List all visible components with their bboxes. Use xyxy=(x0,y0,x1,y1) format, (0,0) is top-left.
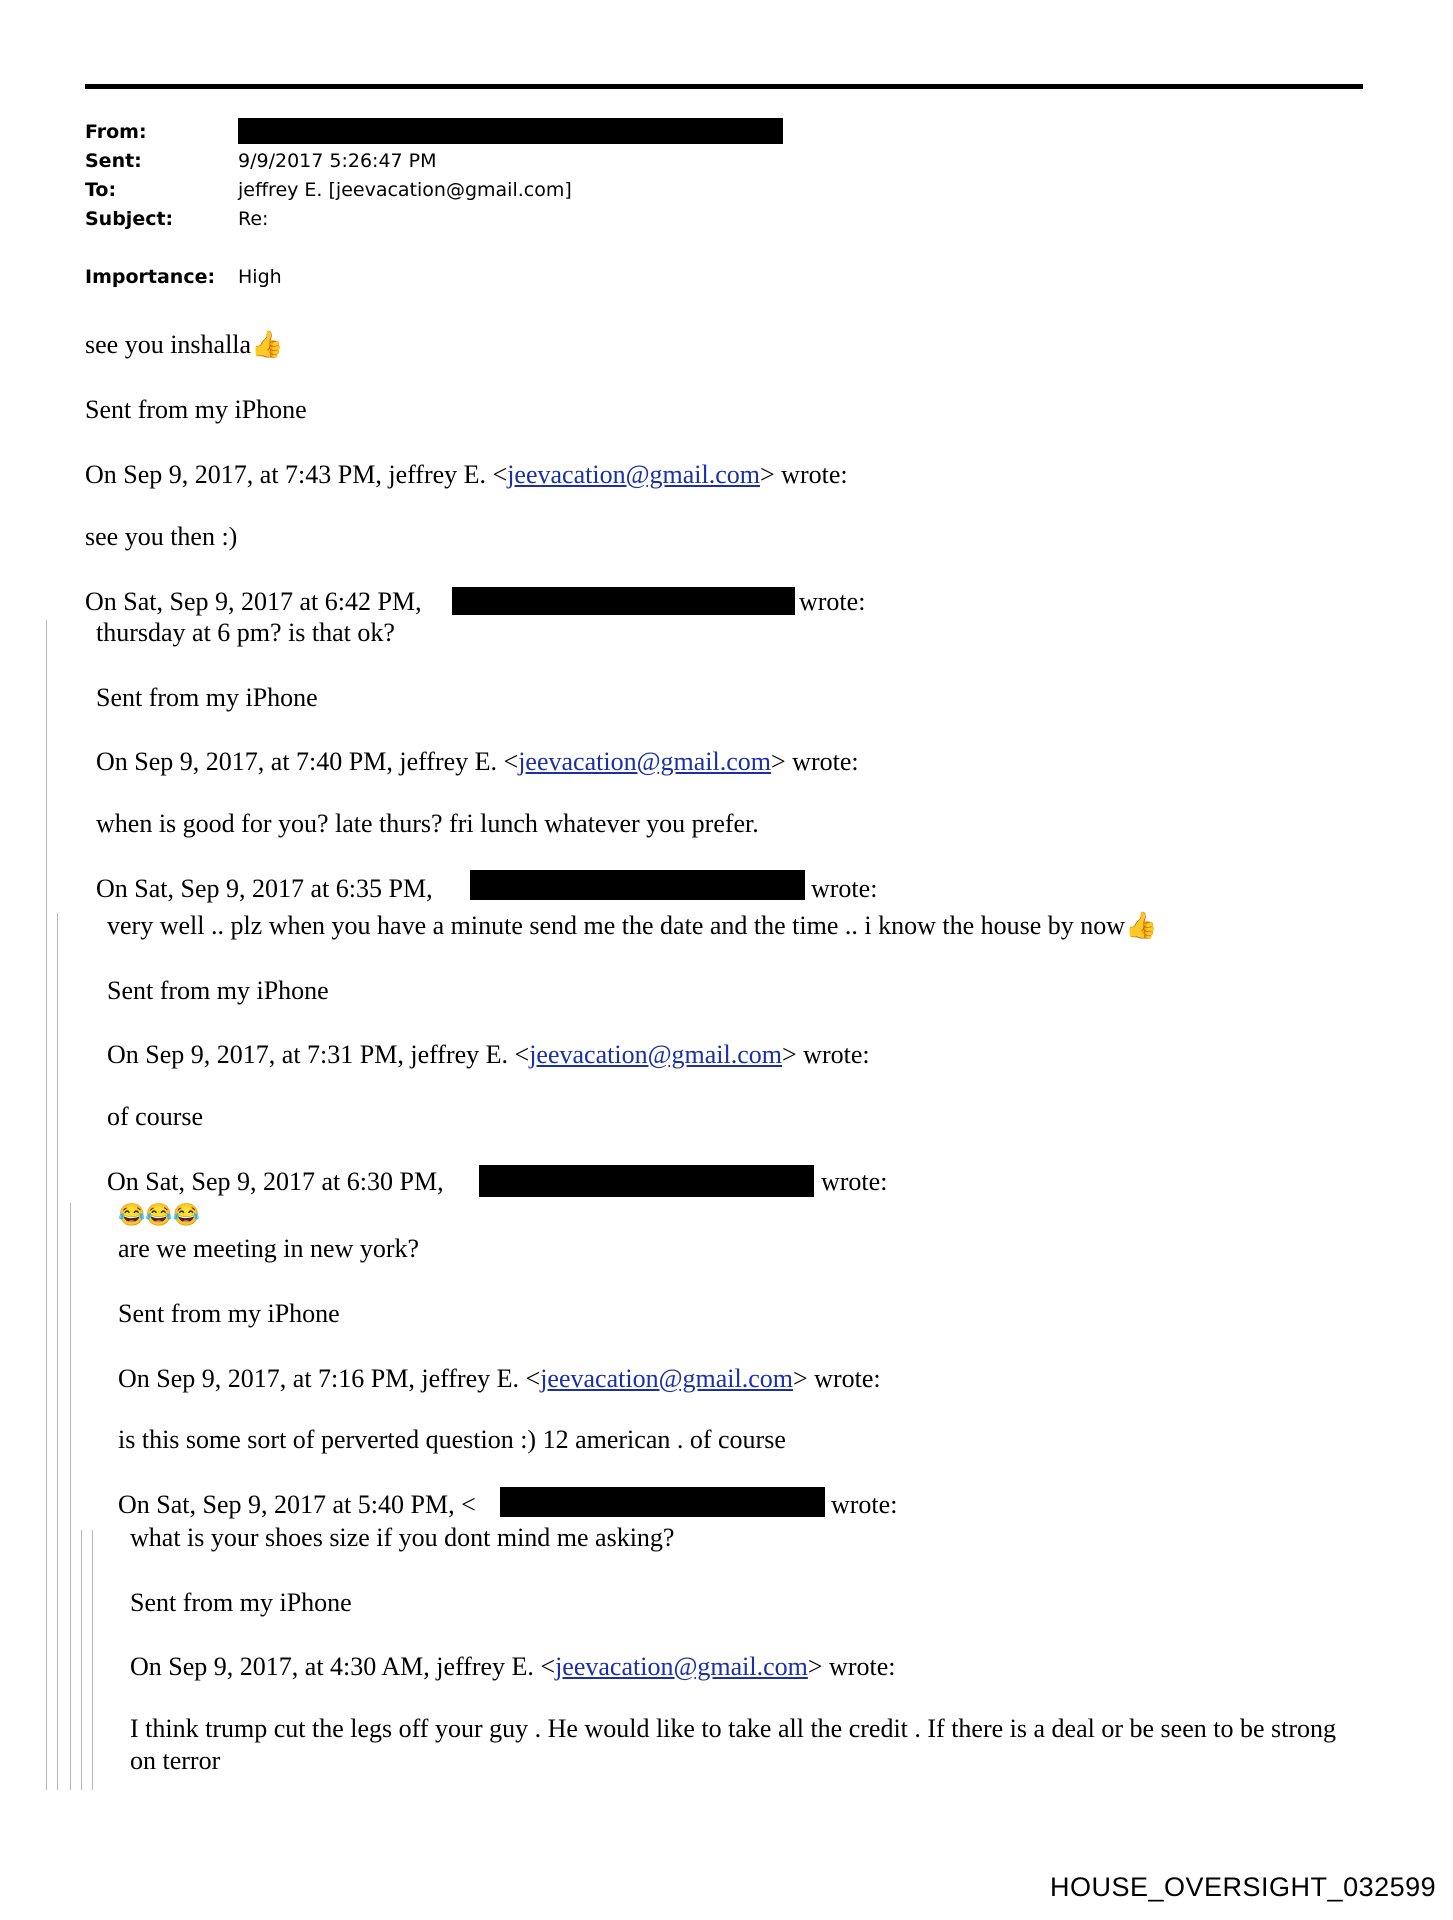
signature-text: Sent from my iPhone xyxy=(118,1299,340,1328)
reply-header-prefix: On Sep 9, 2017, at 4:30 AM, jeffrey E. < xyxy=(130,1652,556,1681)
header-subject-row xyxy=(85,207,268,231)
message-text: see you inshalla👍 xyxy=(85,330,284,359)
subject-label: Subject: xyxy=(85,208,174,230)
redaction-sender xyxy=(470,870,805,900)
reply-header-suffix: wrote: xyxy=(831,1490,898,1519)
reply-header-suffix: > wrote: xyxy=(807,1652,896,1681)
sent-value: 9/9/2017 5:26:47 PM xyxy=(238,150,437,172)
bates-number: HOUSE_OVERSIGHT_032599 xyxy=(1050,1872,1437,1902)
email-link[interactable]: jeevacation@gmail.com xyxy=(507,460,760,489)
signature-text: Sent from my iPhone xyxy=(85,395,307,424)
signature-text: Sent from my iPhone xyxy=(96,683,318,712)
email-link[interactable]: jeevacation@gmail.com xyxy=(529,1040,782,1069)
quote-bar-level-2 xyxy=(57,913,58,1790)
redaction-sender xyxy=(452,587,795,615)
reply-header-prefix: On Sat, Sep 9, 2017 at 5:40 PM, < xyxy=(118,1490,476,1519)
message-text: thursday at 6 pm? is that ok? xyxy=(96,618,395,647)
email-link[interactable]: jeevacation@gmail.com xyxy=(540,1364,793,1393)
reply-header xyxy=(118,1363,881,1395)
reply-header-suffix: wrote: xyxy=(799,587,866,616)
redaction-sender xyxy=(500,1487,825,1517)
subject-value: Re: xyxy=(238,208,269,230)
reply-header-prefix: On Sep 9, 2017, at 7:31 PM, jeffrey E. < xyxy=(107,1040,530,1069)
email-link[interactable]: jeevacation@gmail.com xyxy=(518,747,771,776)
importance-label: Importance: xyxy=(85,266,216,288)
message-text: of course xyxy=(107,1102,204,1131)
reply-header-prefix: On Sat, Sep 9, 2017 at 6:30 PM, xyxy=(107,1167,444,1196)
header-importance-row xyxy=(85,265,282,289)
reply-header-suffix: > wrote: xyxy=(760,460,848,489)
reply-header-suffix: wrote: xyxy=(811,874,878,903)
from-label: From: xyxy=(85,121,147,143)
emoji-text: 😂😂😂 xyxy=(118,1202,201,1227)
to-label: To: xyxy=(85,179,117,201)
redaction-sender xyxy=(479,1165,814,1197)
quote-bar-level-4 xyxy=(81,1530,82,1790)
message-text: I think trump cut the legs off your guy . He would like to take all the credit . If there is a deal or be seen to be strong on terror xyxy=(130,1714,1337,1775)
reply-header-suffix: > wrote: xyxy=(793,1364,881,1393)
message-text: when is good for you? late thurs? fri lunch whatever you prefer. xyxy=(96,809,759,838)
quote-bar-level-1 xyxy=(46,620,47,1790)
header-sent-row xyxy=(85,149,437,173)
quote-bar-level-3 xyxy=(70,1203,71,1790)
reply-header xyxy=(96,746,859,778)
importance-value: High xyxy=(238,266,282,288)
reply-header-prefix: On Sat, Sep 9, 2017 at 6:42 PM, xyxy=(85,587,422,616)
message-text: see you then :) xyxy=(85,522,238,551)
reply-header xyxy=(85,459,848,491)
quote-bar-level-5 xyxy=(92,1530,93,1790)
reply-header-prefix: On Sep 9, 2017, at 7:16 PM, jeffrey E. < xyxy=(118,1364,541,1393)
signature-text: Sent from my iPhone xyxy=(130,1588,352,1617)
redaction-from xyxy=(238,118,783,144)
reply-header-prefix: On Sep 9, 2017, at 7:43 PM, jeffrey E. < xyxy=(85,460,508,489)
reply-header xyxy=(107,1039,870,1071)
reply-header xyxy=(130,1651,895,1683)
message-text: what is your shoes size if you dont mind me asking? xyxy=(130,1523,675,1552)
reply-header-prefix: On Sep 9, 2017, at 7:40 PM, jeffrey E. < xyxy=(96,747,519,776)
sent-label: Sent: xyxy=(85,150,142,172)
header-from-row xyxy=(85,120,238,144)
to-value: jeffrey E. [jeevacation@gmail.com] xyxy=(238,179,572,201)
reply-header-suffix: wrote: xyxy=(821,1167,888,1196)
email-link[interactable]: jeevacation@gmail.com xyxy=(555,1652,808,1681)
header-to-row xyxy=(85,178,572,202)
top-rule xyxy=(85,84,1363,89)
message-text: are we meeting in new york? xyxy=(118,1234,420,1263)
message-text: very well .. plz when you have a minute send me the date and the time .. i know the house by now👍 xyxy=(107,911,1158,940)
signature-text: Sent from my iPhone xyxy=(107,976,329,1005)
reply-header-suffix: > wrote: xyxy=(771,747,859,776)
reply-header-suffix: > wrote: xyxy=(782,1040,870,1069)
reply-header-prefix: On Sat, Sep 9, 2017 at 6:35 PM, xyxy=(96,874,433,903)
message-text: is this some sort of perverted question :) 12 american . of course xyxy=(118,1425,786,1454)
